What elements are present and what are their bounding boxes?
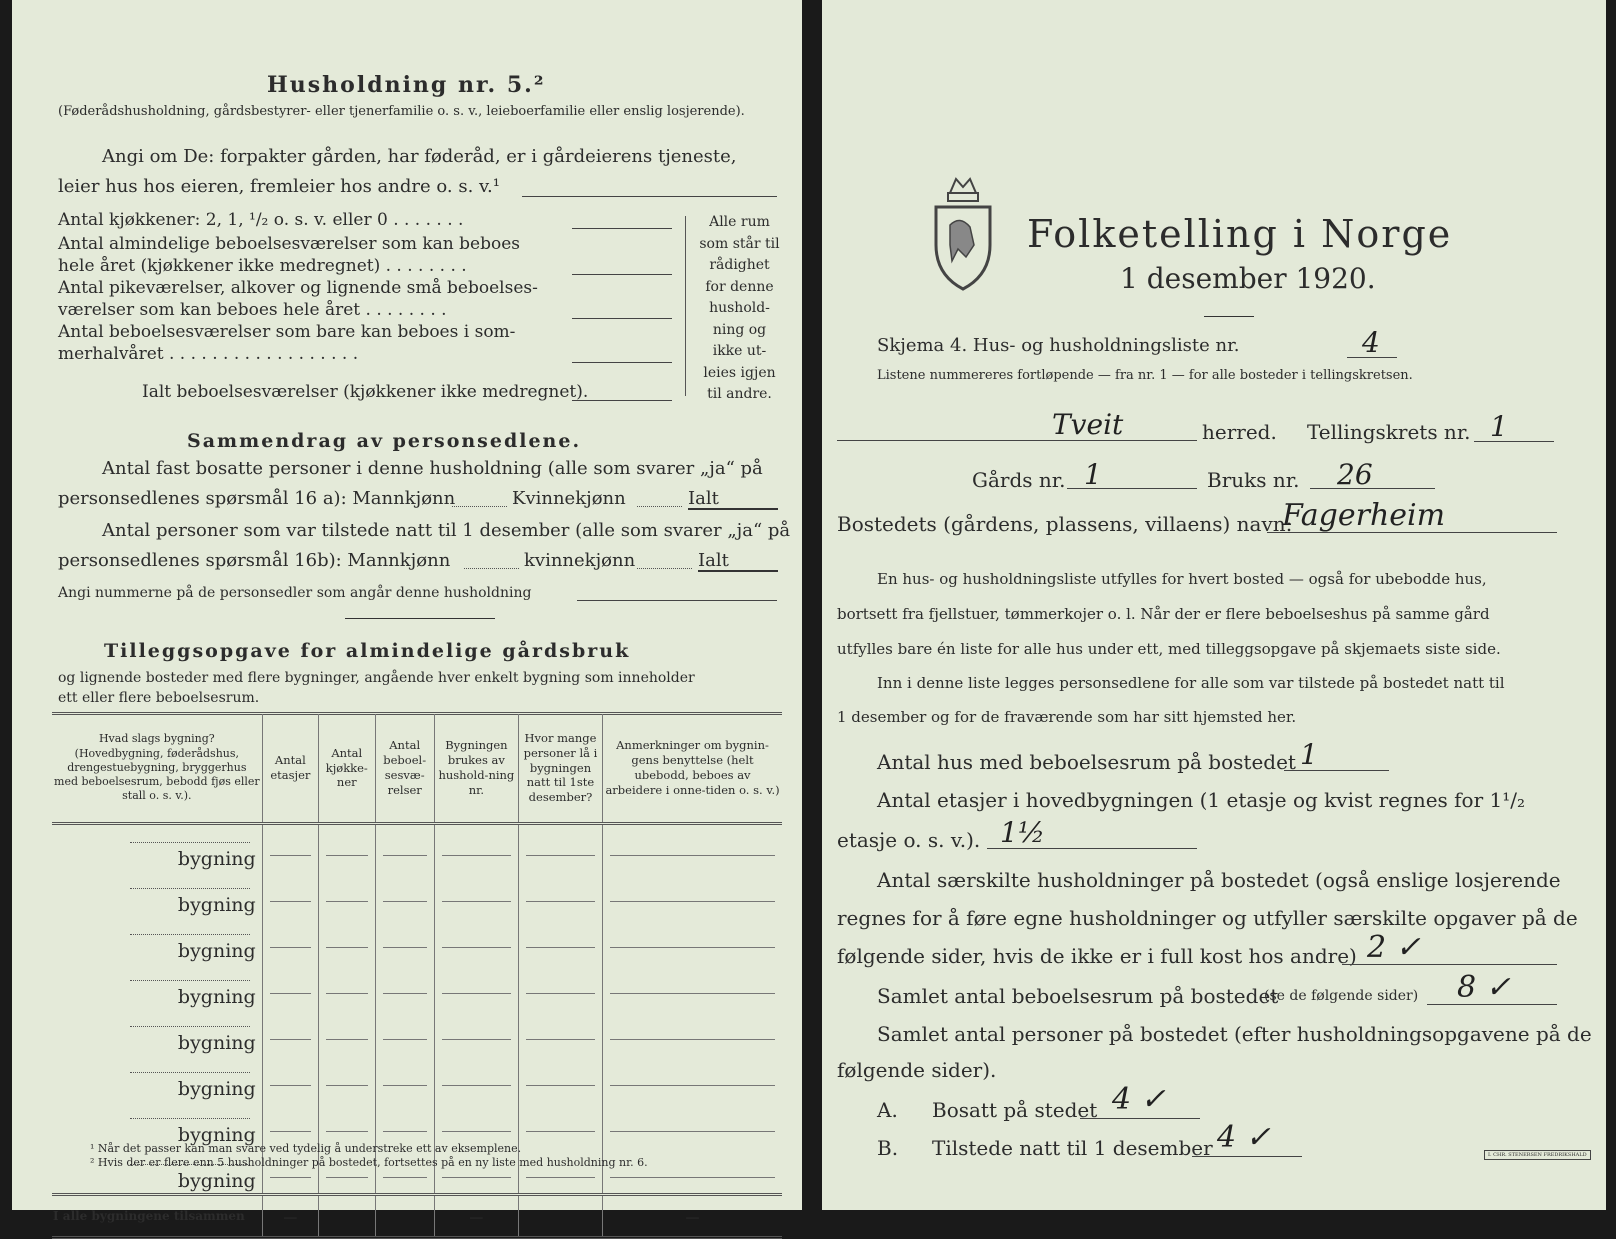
pike-label-2: værelser som kan beboes hele året . . . . . . . . [58,300,447,320]
cell-line [383,1071,427,1086]
etasjer-label-2: etasje o. s. v.). [837,828,981,852]
table-header-cell: Antal kjøkke-ner [319,714,375,824]
sammendrag-line3: Antal personer som var tilstede natt til 1 desember (alle som svarer „ja“ på [102,520,791,541]
etasjer-val[interactable]: 1½ [1000,816,1045,849]
fast-kvinne-label: Kvinnekjønn [512,488,626,509]
angi-line2: leier hus hos eieren, fremleier hos andre o. s. v.¹ [58,176,500,197]
building-type-blank[interactable] [130,1118,250,1119]
building-value-cell[interactable] [434,871,518,917]
info-line5: 1 desember og for de fraværende som har sitt hjemsted her. [837,708,1297,726]
building-value-cell[interactable] [262,963,318,1009]
info-line4: Inn i denne liste legges personsedlene for alle som var tilstede på bostedet natt til [877,674,1505,692]
building-value-cell[interactable] [262,1009,318,1055]
building-value-cell[interactable] [375,1009,434,1055]
almindelige-label-2: hele året (kjøkkener ikke medregnet) . . . . . . . . [58,256,467,276]
building-type-blank[interactable] [130,1026,250,1027]
table-body [52,824,782,1238]
table-row [52,1055,782,1101]
antal-hus-label: Antal hus med beboelsesrum på bostedet [877,750,1296,774]
a-label: A. [877,1098,898,1122]
tilstede-ialt-field[interactable] [698,570,778,572]
fast-kvinne-field[interactable] [637,506,682,507]
samlet-rum-val[interactable]: 8 ✓ [1457,970,1511,1005]
table-row [52,824,782,872]
building-type-blank[interactable] [130,980,250,981]
cell-line [326,933,367,948]
fast-mann-field[interactable] [452,506,507,507]
pike-field[interactable] [572,318,672,319]
building-value-cell[interactable] [518,917,602,963]
a-val[interactable]: 4 ✓ [1112,1082,1166,1117]
brace [685,216,688,396]
building-value-cell[interactable] [319,1101,375,1147]
table-row [52,963,782,1009]
cell-line [326,1071,367,1086]
cell-line [526,979,595,994]
total-cell[interactable] [518,1195,602,1238]
cell-line [442,841,511,856]
table-header-cell: Anmerkninger om bygnin-gens benyttelse (helt ubebodd, beboes av arbeidere i onne-tiden o. s. v.) [603,714,782,824]
cell-line [610,841,775,856]
b-text: Tilstede natt til 1 desember [932,1136,1213,1160]
cell-line [442,887,511,902]
building-value-cell[interactable] [518,1101,602,1147]
table-row [52,871,782,917]
total-cell[interactable] [319,1195,375,1238]
side-note-line: hushold- [709,300,770,316]
building-label: bygning [177,1124,256,1146]
table-row [52,917,782,963]
building-value-cell[interactable] [262,824,318,872]
bosted-name[interactable]: Fagerheim [1282,498,1446,533]
printer-stamp: I. CHR. STENERSEN FREDRIKSHALD [1484,1150,1591,1160]
cell-line [442,1071,511,1086]
fast-ialt-field[interactable] [688,508,778,510]
skjema-nr[interactable]: 4 [1362,326,1380,359]
samlet-pers-label-1: Samlet antal personer på bostedet (efter husholdningsopgavene på de [877,1022,1592,1046]
cell-line [270,1071,311,1086]
herred-label: herred. [1202,420,1277,444]
side-note-line: ikke ut- [712,343,767,359]
ialt-field[interactable] [572,400,672,401]
herred-name[interactable]: Tveit [1052,408,1124,441]
building-value-cell[interactable] [375,1101,434,1147]
household-title: Husholdning nr. 5.² [267,72,546,98]
building-value-cell[interactable] [603,1009,782,1055]
building-label: bygning [177,894,256,916]
building-label: bygning [177,986,256,1008]
cell-line [383,933,427,948]
sammendrag-title: Sammendrag av personsedlene. [187,430,582,452]
cell-line [526,1071,595,1086]
side-note-line: til andre. [707,386,772,402]
building-value-cell[interactable] [603,1055,782,1101]
building-label: bygning [177,940,256,962]
building-type-cell[interactable] [52,824,262,872]
info-line1: En hus- og husholdningsliste utfylles for hvert bosted — også for ubebodde hus, [877,570,1487,588]
cell-line [610,1117,775,1132]
total-cell[interactable] [434,1195,518,1238]
cell-line [610,887,775,902]
sarskilte-val[interactable]: 2 ✓ [1367,930,1421,965]
building-value-cell[interactable] [262,871,318,917]
antal-hus-val[interactable]: 1 [1300,738,1318,771]
sarskilte-label-1: Antal særskilte husholdninger på bostedet (også enslige losjerende [877,868,1561,892]
building-label: bygning [177,848,256,870]
bruks-nr[interactable]: 26 [1337,458,1373,491]
building-value-cell[interactable] [375,1055,434,1101]
cell-line [526,1025,595,1040]
tilstede-mann-field[interactable] [464,568,519,569]
total-cell[interactable] [375,1195,434,1238]
sammendrag-line1: Antal fast bosatte personer i denne husholdning (alle som svarer „ja“ på [102,458,763,479]
cell-line [326,841,367,856]
coat-of-arms-icon [930,175,996,293]
total-cell[interactable] [262,1195,318,1238]
building-value-cell[interactable] [603,1101,782,1147]
building-type-blank[interactable] [130,934,250,935]
side-note-line: som står til [699,235,780,252]
building-value-cell[interactable] [262,917,318,963]
table-header-cell: Hvad slags bygning? (Hovedbygning, føderådshus, drengestuebygning, bryggerhus med beboelsesrum, bebodd fjøs eller stall o. s. v.). [52,714,262,824]
cell-line [326,1025,367,1040]
listene-note: Listene nummereres fortløpende — fra nr. 1 — for alle bosteder i tellingskretsen. [877,368,1413,383]
building-value-cell[interactable] [518,824,602,872]
side-note [692,212,787,406]
kjokkener-field[interactable] [572,228,672,229]
cell-line [270,1025,311,1040]
building-value-cell[interactable] [518,1055,602,1101]
side-note-line: ning og [712,321,767,338]
cell-line [610,1071,775,1086]
table-header-cell: Antal beboel-sesvæ-relser [375,714,434,824]
building-label: bygning [177,1078,256,1100]
cell-line [326,887,367,902]
building-value-cell[interactable] [603,1147,782,1195]
sarskilte-label-2: regnes for å føre egne husholdninger og utfyller særskilte opgaver på de [837,906,1578,930]
table-header-cell: Hvor mange personer lå i bygningen natt til 1ste desember? [518,714,602,824]
building-label: bygning [177,1170,256,1192]
table-row [52,1101,782,1147]
building-value-cell[interactable] [434,1055,518,1101]
building-value-cell[interactable] [375,824,434,872]
skjema-label: Skjema 4. Hus- og husholdningsliste nr. [877,335,1240,356]
cell-line [270,887,311,902]
building-value-cell[interactable] [434,963,518,1009]
building-value-cell[interactable] [375,963,434,1009]
info-line2: bortsett fra fjellstuer, tømmerkojer o. l. Når der er flere beboelseshus på samme gård [837,605,1490,623]
total-row [52,1195,782,1238]
building-type-cell[interactable] [52,1009,262,1055]
total-dash: — [283,1210,298,1226]
building-value-cell[interactable] [319,1009,375,1055]
title-divider [1204,316,1254,317]
bosted-label: Bostedets (gårdens, plassens, villaens) navn: [837,512,1293,536]
table-header-cell: Bygningen brukes av hushold-ning nr. [434,714,518,824]
building-value-cell[interactable] [262,1055,318,1101]
cell-line [526,841,595,856]
building-value-cell[interactable] [319,824,375,872]
sommer-label-1: Antal beboelsesværelser som bare kan beboes i som- [58,322,516,342]
section-divider [345,618,495,619]
b-line [1192,1156,1302,1157]
building-type-cell[interactable] [52,1055,262,1101]
tillegg-title: Tilleggsopgave for almindelige gårdsbruk [104,640,631,662]
building-type-cell[interactable] [52,1101,262,1147]
cell-line [442,933,511,948]
cell-line [326,979,367,994]
side-note-line: rådighet [709,257,770,273]
a-text: Bosatt på stedet [932,1098,1098,1122]
building-value-cell[interactable] [603,963,782,1009]
cell-line [442,1117,511,1132]
gards-label: Gårds nr. [972,468,1066,492]
cell-line [526,933,595,948]
tilstede-kvinne-label: kvinnekjønn [524,550,636,571]
tilstede-ialt-label: Ialt [698,550,729,571]
building-value-cell[interactable] [518,963,602,1009]
footnote-2: ² Hvis der er flere enn 5 husholdninger på bostedet, fortsettes på en ny liste med husholdning nr. 6. [90,1156,648,1169]
b-label: B. [877,1136,899,1160]
building-type-blank[interactable] [130,1072,250,1073]
footnote-1: ¹ Når det passer kan man svare ved tydelig å understreke ett av eksemplene. [90,1142,522,1155]
total-dash: — [469,1210,484,1226]
gards-nr[interactable]: 1 [1084,458,1102,491]
bruks-label: Bruks nr. [1207,468,1300,492]
total-cell[interactable] [603,1195,782,1238]
tilstede-kvinne-field[interactable] [637,568,692,569]
cell-line [526,887,595,902]
pike-label-1: Antal pikeværelser, alkover og lignende små beboelses- [58,278,538,298]
building-type-cell[interactable] [52,871,262,917]
samlet-pers-label-2: følgende sider). [837,1058,997,1082]
total-dash: — [685,1210,700,1226]
household-subtitle: (Føderådshusholdning, gårdsbestyrer- eller tjenerfamilie o. s. v., leieboerfamilie eller enslig losjerende). [58,104,745,119]
building-type-cell[interactable] [52,963,262,1009]
cell-line [383,1025,427,1040]
building-type-blank[interactable] [130,888,250,889]
table-header-row [52,714,782,824]
tellingskrets-label: Tellingskrets nr. [1307,420,1471,444]
almindelige-field[interactable] [572,274,672,275]
building-value-cell[interactable] [375,871,434,917]
cell-line [383,841,427,856]
building-value-cell[interactable] [518,1147,602,1195]
building-value-cell[interactable] [262,1101,318,1147]
cell-line [610,933,775,948]
building-value-cell[interactable] [434,1009,518,1055]
building-value-cell[interactable] [434,824,518,872]
building-value-cell[interactable] [319,963,375,1009]
building-value-cell[interactable] [603,917,782,963]
cell-line [610,1025,775,1040]
table-row [52,1009,782,1055]
sarskilte-label-3: følgende sider, hvis de ikke er i full kost hos andre) [837,944,1357,968]
side-note-line: for denne [705,278,774,295]
tillegg-line1: og lignende bosteder med flere bygninger, angående hver enkelt bygning som inneholder [58,670,695,686]
cell-line [326,1117,367,1132]
building-value-cell[interactable] [434,1101,518,1147]
tellingskrets-line [1474,441,1554,442]
sommer-field[interactable] [572,362,672,363]
b-val[interactable]: 4 ✓ [1217,1120,1271,1155]
almindelige-label-1: Antal almindelige beboelsesværelser som kan beboes [58,234,520,254]
angi-line1: Angi om De: forpakter gården, har føderåd, er i gårdeierens tjeneste, [102,146,737,167]
building-value-cell[interactable] [375,917,434,963]
cell-line [442,979,511,994]
cell-line [526,1117,595,1132]
building-value-cell[interactable] [319,871,375,917]
building-label: bygning [177,1032,256,1054]
sammendrag-line2: personsedlenes spørsmål 16 a): Mannkjønn [58,488,456,509]
building-value-cell[interactable] [319,1055,375,1101]
angi-answer-line[interactable] [522,196,777,197]
kjokkener-label: Antal kjøkkener: 2, 1, ¹/₂ o. s. v. eller 0 . . . . . . . [58,210,464,230]
building-value-cell[interactable] [434,917,518,963]
census-title: Folketelling i Norge [1027,212,1453,256]
sammendrag-line4: personsedlenes spørsmål 16b): Mannkjønn [58,550,451,571]
building-type-blank[interactable] [130,842,250,843]
tillegg-line2: ett eller flere beboelsesrum. [58,690,260,706]
left-page [12,0,802,1226]
cell-line [383,979,427,994]
a-line [1080,1118,1200,1119]
tellingskrets-nr[interactable]: 1 [1490,410,1508,443]
samlet-rum-note: (se de følgende sider) [1264,988,1419,1004]
cell-line [383,1117,427,1132]
cell-line [270,933,311,948]
side-note-line: leies igjen [703,364,776,381]
samlet-rum-label: Samlet antal beboelsesrum på bostedet [877,984,1279,1008]
angi-nummer-label: Angi nummerne på de personsedler som angår denne husholdning [58,585,532,601]
sommer-label-2: merhalvåret . . . . . . . . . . . . . . . . . . [58,344,359,364]
cell-line [610,979,775,994]
total-label: I alle bygningene tilsammen [52,1195,262,1238]
herred-line [837,440,1197,441]
building-value-cell[interactable] [319,917,375,963]
building-value-cell[interactable] [603,871,782,917]
building-value-cell[interactable] [518,871,602,917]
building-value-cell[interactable] [603,824,782,872]
right-page [822,0,1606,1210]
etasjer-label-1: Antal etasjer i hovedbygningen (1 etasje og kvist regnes for 1¹/₂ [877,788,1526,812]
cell-line [442,1025,511,1040]
fast-ialt-label: Ialt [688,488,719,509]
cell-line [270,1117,311,1132]
building-type-cell[interactable] [52,917,262,963]
building-value-cell[interactable] [518,1009,602,1055]
angi-nummer-field[interactable] [577,600,777,601]
info-line3: utfylles bare én liste for alle hus under ett, med tilleggsopgave på skjemaets siste side. [837,640,1501,658]
side-note-line: Alle rum [709,214,770,230]
cell-line [270,841,311,856]
cell-line [270,979,311,994]
cell-line [383,887,427,902]
census-date: 1 desember 1920. [1120,262,1376,295]
table-header-cell: Antal etasjer [262,714,318,824]
ialt-label: Ialt beboelsesværelser (kjøkkener ikke medregnet). [142,382,589,402]
